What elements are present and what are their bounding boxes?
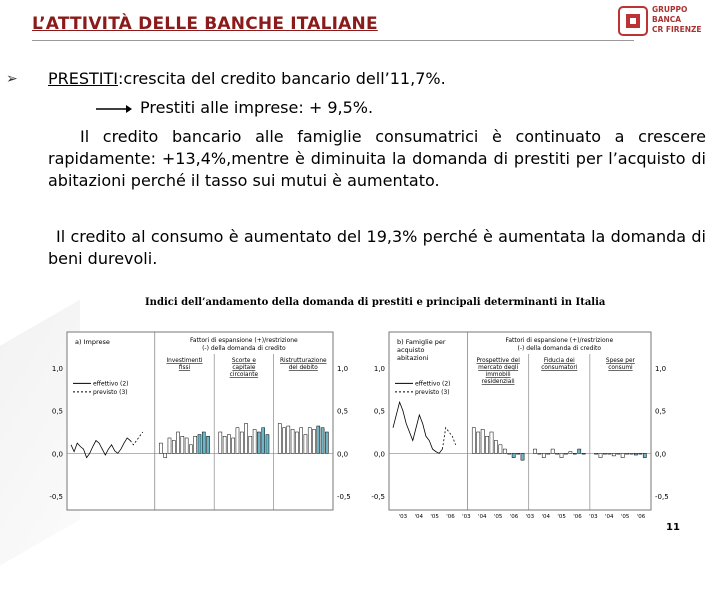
bank-logo (618, 4, 722, 40)
bar (508, 453, 511, 454)
group-label: Prospettive del (476, 358, 520, 364)
x-tick-label: '03 (589, 514, 598, 518)
bar (564, 453, 567, 454)
group-label: Ristrutturazione (279, 358, 327, 364)
group-label: fissi (178, 365, 191, 371)
logo-mark-icon (618, 6, 648, 36)
right-arrow-icon (96, 104, 132, 114)
x-tick-label: '06 (446, 514, 455, 518)
bar (159, 443, 162, 453)
x-tick-label: '05 (557, 514, 566, 518)
y-tick-label-right: 1,0 (655, 365, 667, 373)
bar (594, 453, 597, 454)
logo-line-3: CR FIRENZE (652, 25, 702, 34)
panel-subtitle: (-) della domanda di credito (202, 345, 286, 352)
y-tick-label-left: 0,0 (373, 450, 385, 459)
bar (643, 453, 646, 457)
title-divider (32, 40, 634, 41)
bar (232, 438, 235, 453)
bar (219, 432, 222, 453)
y-tick-label-right: 0,0 (655, 450, 667, 459)
page-number: 11 (666, 522, 680, 533)
bar (578, 449, 581, 453)
imprese-line (96, 97, 373, 119)
famiglie-paragraph: Il credito bancario alle famiglie consumatrici è continuato a crescere rapidamente: +13,4%,mentre è diminuita la domanda di prestiti per l’acquisto di abitazioni perché il tasso sui mutui è aumentato. (48, 127, 706, 190)
y-tick-label-left: 1,0 (373, 365, 385, 373)
x-tick-label: '03 (525, 514, 535, 518)
group-label: capitale (232, 365, 256, 371)
bar (582, 453, 585, 454)
x-tick-label: '06 (636, 514, 646, 518)
bar (287, 426, 290, 453)
logo-line-1: GRUPPO (652, 5, 688, 14)
prestiti-text: :crescita del credito bancario dell’11,7%. (118, 69, 446, 88)
y-tick-label-right: 0,0 (337, 450, 349, 459)
panel-subtitle: Fattori di espansione (+)/restrizione (505, 337, 614, 344)
bar (317, 426, 320, 453)
bar (257, 432, 260, 453)
bar (244, 423, 247, 453)
bar (542, 453, 545, 457)
bar (249, 436, 252, 453)
x-tick-label: '05 (620, 514, 630, 518)
legend-actual: effettivo (2) (93, 380, 129, 388)
legend-actual: effettivo (2) (415, 380, 451, 388)
y-tick-label-left: 0,0 (51, 450, 63, 459)
group-label: consumatori (541, 365, 578, 371)
group-label: del debito (288, 365, 318, 371)
bar (177, 432, 180, 453)
panel-title: acquisto (397, 346, 425, 354)
x-tick-label: '04 (541, 514, 551, 518)
x-tick-label: '04 (414, 514, 424, 518)
x-tick-label: '06 (573, 514, 582, 518)
x-tick-label: '05 (493, 514, 503, 518)
y-tick-label-left: 1,0 (51, 365, 63, 373)
arrow-bullet-icon: ➢ (6, 71, 18, 87)
prestiti-line (48, 68, 446, 90)
bar (612, 453, 615, 456)
bar (300, 428, 303, 454)
bar (490, 432, 493, 453)
group-label: Spese per (605, 358, 635, 364)
x-tick-label: '03 (462, 514, 471, 518)
bar (164, 453, 167, 457)
bar (189, 445, 192, 454)
bar (503, 449, 506, 453)
group-label: Scorte e (231, 358, 256, 364)
bar (321, 428, 324, 454)
bar (312, 429, 315, 453)
group-label: circolante (229, 372, 259, 378)
prestiti-label: PRESTITI (48, 69, 119, 88)
bar (485, 436, 488, 453)
logo-line-2: BANCA (652, 15, 682, 24)
bar (481, 429, 484, 453)
bar (555, 453, 558, 454)
bar (516, 453, 519, 454)
group-label: consumi (608, 365, 633, 371)
bar (198, 435, 201, 454)
bar (194, 436, 197, 453)
bar (291, 429, 294, 453)
y-tick-label-left: 0,5 (373, 407, 385, 416)
y-tick-label-right: -0,5 (337, 493, 351, 501)
panel-subtitle: (-) della domanda di credito (517, 345, 602, 352)
bar (630, 453, 633, 454)
bar (295, 432, 298, 453)
bar (325, 432, 328, 453)
bar (207, 436, 210, 453)
bar (477, 432, 480, 453)
bar (639, 453, 642, 454)
x-tick-label: '03 (398, 514, 408, 518)
bar (547, 453, 550, 454)
figure-title: Indici dell’andamento della domanda di prestiti e principali determinanti in Italia (145, 297, 606, 308)
bar (304, 435, 307, 454)
panel-subtitle: Fattori di espansione (+)/restrizione (190, 337, 298, 344)
y-tick-label-right: 0,5 (337, 407, 349, 416)
consumo-paragraph: Il credito al consumo è aumentato del 19,3% perché è aumentata la domanda di beni durevoli. (48, 227, 706, 268)
bar (573, 453, 576, 454)
legend-forecast: previsto (3) (415, 388, 450, 396)
bar (202, 432, 205, 453)
bar (472, 428, 475, 454)
charts-area (40, 318, 680, 518)
bar (499, 445, 502, 454)
bar (168, 438, 171, 453)
x-tick-label: '05 (430, 514, 439, 518)
panel-title: a) Imprese (75, 338, 110, 346)
group-label: Investimenti (166, 358, 203, 364)
y-tick-label-right: 1,0 (337, 365, 349, 373)
bar (494, 441, 497, 454)
bar (185, 438, 188, 453)
bar (538, 453, 541, 454)
bar (608, 453, 611, 454)
y-tick-label-left: -0,5 (49, 493, 63, 501)
bar (223, 436, 226, 453)
bar (266, 435, 269, 454)
bar (308, 428, 311, 454)
bar (253, 429, 256, 453)
bar (533, 449, 536, 453)
y-tick-label-left: -0,5 (371, 493, 385, 501)
x-tick-label: '06 (509, 514, 519, 518)
bar (599, 453, 602, 457)
bar (603, 453, 606, 454)
group-label: Fiducia dei (543, 358, 575, 364)
panel-title: abitazioni (397, 354, 429, 362)
bar (282, 428, 285, 454)
bar (172, 441, 175, 454)
y-tick-label-left: 0,5 (51, 407, 63, 416)
bar (625, 453, 628, 454)
y-tick-label-right: -0,5 (655, 493, 669, 501)
bar (512, 453, 515, 457)
legend-forecast: previsto (3) (93, 388, 128, 396)
slide-title: L’ATTIVITÀ DELLE BANCHE ITALIANE (32, 14, 378, 34)
group-label: immobili (485, 372, 511, 378)
bar (181, 436, 184, 453)
bar (262, 428, 265, 454)
imprese-text: Prestiti alle imprese: + 9,5%. (140, 98, 374, 117)
bar (617, 453, 620, 454)
y-tick-label-right: 0,5 (655, 407, 667, 416)
bar (569, 452, 572, 454)
bar (240, 432, 243, 453)
bar (551, 449, 554, 453)
bar (227, 435, 230, 454)
x-tick-label: '04 (605, 514, 614, 518)
bar (236, 428, 239, 454)
bar (560, 453, 563, 457)
x-tick-label: '04 (478, 514, 487, 518)
bar (278, 423, 281, 453)
group-label: residenziali (481, 379, 515, 385)
panel-title: b) Famiglie per (397, 338, 446, 346)
group-label: mercato degli (478, 365, 519, 371)
bar (521, 453, 524, 460)
bar (634, 453, 637, 455)
bar (621, 453, 624, 457)
